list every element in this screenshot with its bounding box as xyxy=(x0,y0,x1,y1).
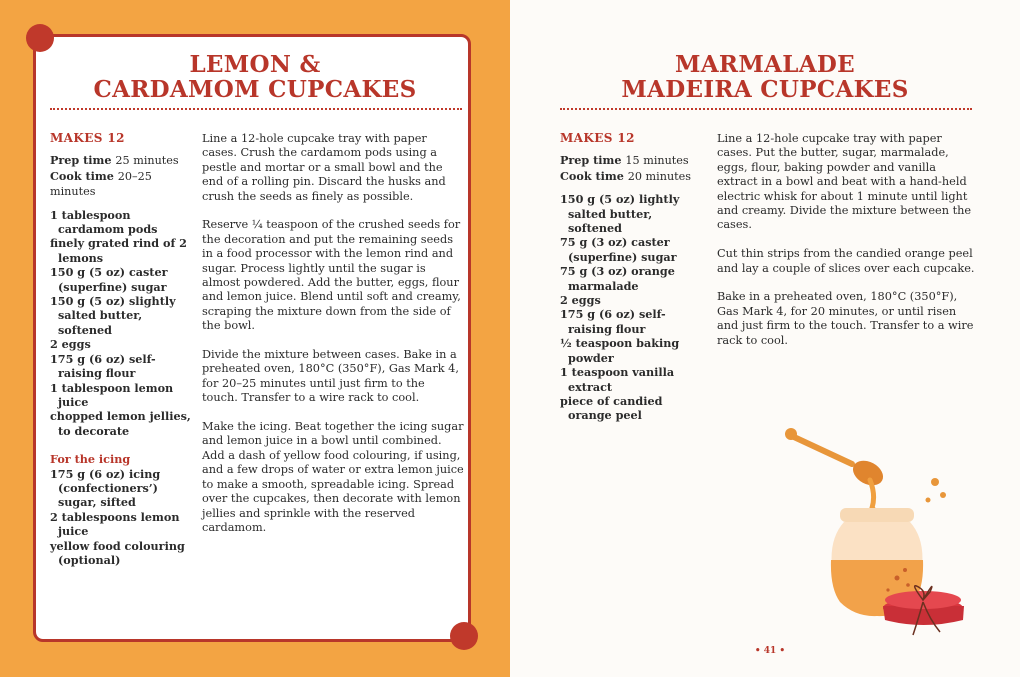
ingredient-item: 150 g (5 oz) lightly salted butter, softened xyxy=(560,192,680,236)
title-line-1: LEMON & xyxy=(189,51,321,78)
title-divider xyxy=(560,108,972,110)
ingredient-item: 1 teaspoon vanilla extract xyxy=(560,365,675,394)
prep-label: Prep time xyxy=(50,153,112,168)
method-left xyxy=(202,132,464,550)
ingredient-item: 75 g (3 oz) orange marmalade xyxy=(560,264,675,293)
ingredient-item: 150 g (5 oz) caster (superfine) sugar xyxy=(50,265,168,294)
method-right xyxy=(717,132,975,362)
ingredient-item: 2 eggs xyxy=(560,293,601,308)
ingredient-item: 75 g (3 oz) caster (superfine) sugar xyxy=(560,235,677,264)
method-step: Bake in a preheated oven, 180°C (350°F), Gas Mark 4, for 20 minutes, or until risen and just firm to the touch. Transfer to a wire rack to cool. xyxy=(717,290,974,347)
ingredient-item: 150 g (5 oz) slightly salted butter, softened xyxy=(50,294,176,337)
title-line-1: MARMALADE xyxy=(675,51,855,78)
title-divider xyxy=(50,108,462,110)
honey-drop xyxy=(926,498,931,503)
method-step: Make the icing. Beat together the icing sugar and lemon juice in a bowl until combined. Add a dash of yellow food colouring, if using, and a few drops of water or extra lemon juice to make a smooth, spreadable icing. Spread over the cupcakes, then decorate with lemon jellies and sprinkle with the reserved cardamom. xyxy=(202,420,464,534)
ingredient-item: ½ teaspoon baking powder xyxy=(560,336,680,365)
icing-ingredient-item: 175 g (6 oz) icing (confectioners’) sugar, sifted xyxy=(50,466,161,510)
honey-drop xyxy=(940,492,946,498)
title-line-2: MADEIRA CUPCAKES xyxy=(621,76,909,103)
method-step: Line a 12-hole cupcake tray with paper cases. Put the butter, sugar, marmalade, eggs, flour, baking powder and vanilla extract in a bowl and beat with a hand-held electric whisk for about 1 minute until light and creamy. Divide the mixture between the cases. xyxy=(717,132,972,232)
prep-value: 15 minutes xyxy=(625,154,689,168)
method-step: Divide the mixture between cases. Bake in a preheated oven, 180°C (350°F), Gas Mark 4, for 20–25 minutes until just firm to the touch. Transfer to a wire rack to cool. xyxy=(202,348,459,405)
cook-label: Cook time xyxy=(50,168,114,183)
honey-drop xyxy=(931,478,939,486)
prep-label: Prep time xyxy=(560,153,622,168)
icing-ingredient-item: yellow food colouring (optional) xyxy=(50,538,185,567)
times xyxy=(50,153,192,199)
page-number: • 41 • xyxy=(754,646,786,656)
ingredient-item: piece of candied orange peel xyxy=(560,393,663,423)
method-step: Reserve ¼ teaspoon of the crushed seeds for the decoration and put the remaining seeds in a food processor with the lemon rind and sugar. Process lightly until the sugar is almost powdered. Add the butter, eggs, flour and lemon juice. Blend until soft and creamy, scraping the mixture down from the side of the bowl. xyxy=(202,218,461,333)
cook-value: 20–25 minutes xyxy=(50,169,152,199)
makes-label: MAKES 12 xyxy=(50,131,125,145)
ingredients-list-right xyxy=(560,131,706,423)
cook-value: 20 minutes xyxy=(627,169,692,183)
ingredient-item: 175 g (6 oz) self-raising flour xyxy=(50,351,156,381)
ingredient-item: 175 g (6 oz) self-raising flour xyxy=(560,307,666,336)
icing-heading: For the icing xyxy=(50,452,131,467)
prep-value: 25 minutes xyxy=(115,154,179,168)
ingredient-item: chopped lemon jellies, to decorate xyxy=(50,409,191,438)
ingredient-item: finely grated rind of 2 lemons xyxy=(50,236,187,265)
honey-jar-illustration xyxy=(780,420,980,645)
ingredient-item: 2 eggs xyxy=(50,337,91,352)
ingredient-item: 1 tablespoon lemon juice xyxy=(50,380,174,409)
corner-dot-bottom-right xyxy=(450,622,478,650)
title-line-2: CARDAMOM CUPCAKES xyxy=(93,76,417,103)
makes-label: MAKES 12 xyxy=(560,131,635,145)
page-title-right xyxy=(560,52,970,102)
times xyxy=(560,153,706,184)
ingredients-list-left xyxy=(50,131,192,567)
corner-dot-top-left xyxy=(26,24,54,52)
method-step: Line a 12-hole cupcake tray with paper cases. Crush the cardamom pods using a pestle and mortar or a small bowl and the end of a rolling pin. Discard the husks and crush the seeds as finely as possible. xyxy=(202,132,446,203)
method-step: Cut thin strips from the candied orange peel and lay a couple of slices over each cupcake. xyxy=(717,247,975,275)
cook-label: Cook time xyxy=(560,168,624,183)
icing-ingredient-item: 2 tablespoons lemon juice xyxy=(50,509,180,539)
page-title-left xyxy=(60,52,450,102)
ingredient-item: 1 tablespoon cardamom pods xyxy=(50,207,158,237)
